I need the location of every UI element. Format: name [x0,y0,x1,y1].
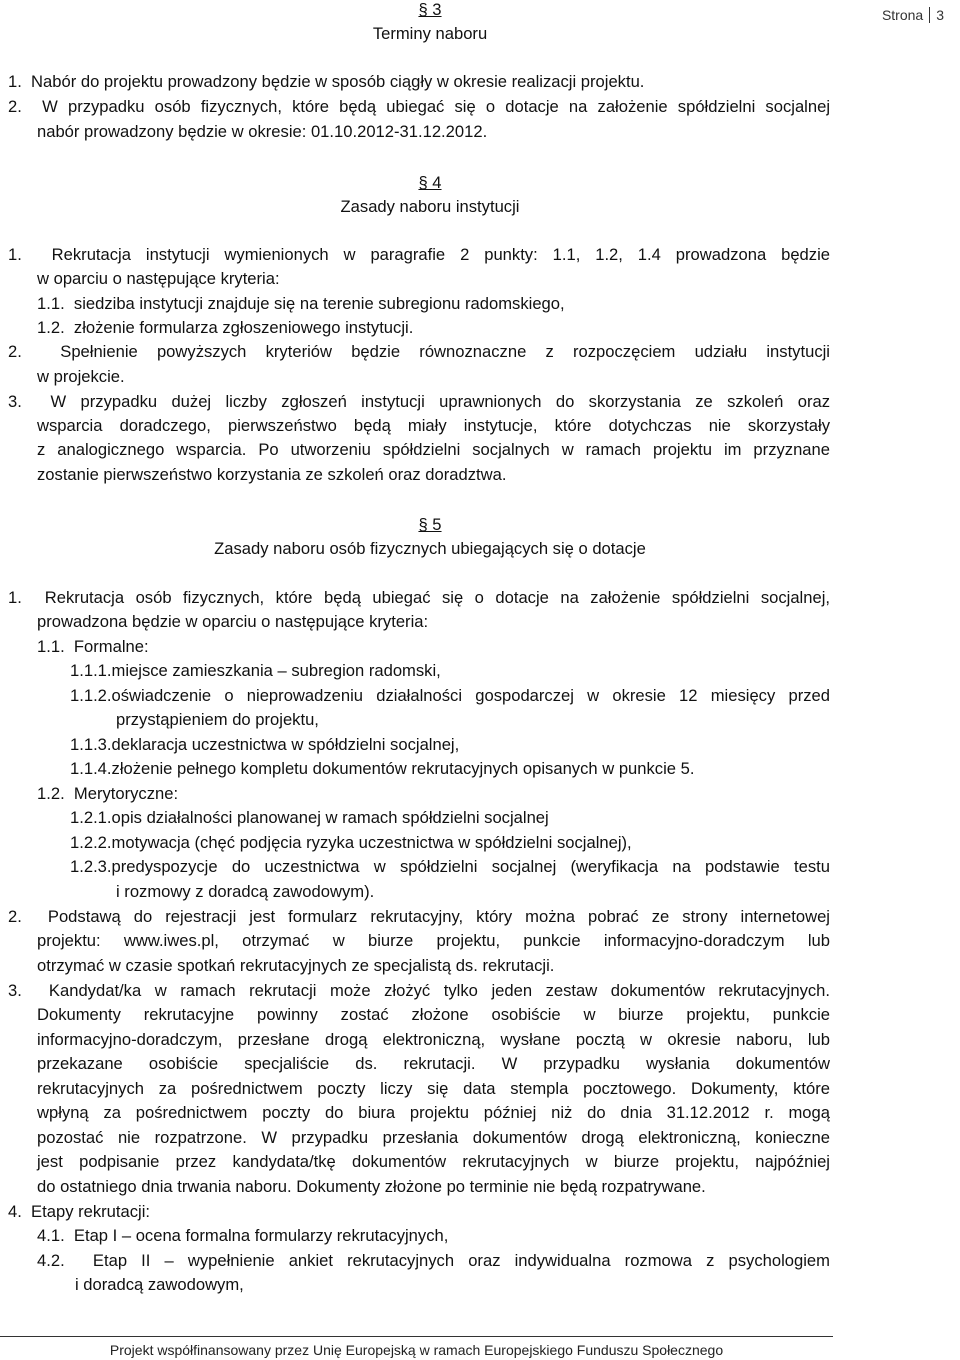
s5-line-24: jest podpisanie przez kandydata/tkę dokumentów rekrutacyjnych w biurze projektu, najpóźniej [37,1152,830,1171]
s5-line-17: 3. Kandydat/ka w ramach rekrutacji może złożyć tylko jeden zestaw dokumentów rekrutacyjnych. [8,981,830,1000]
section-3-symbol: § 3 [418,0,442,19]
s5-line-20: przekazane osobiście specjaliście ds. rekrutacji. W przypadku wysłania dokumentów [37,1054,830,1073]
s3-item-2: 2. W przypadku osób fizycznych, które będą ubiegać się o dotacje na założenie spółdzielni socjalnej [8,97,830,116]
s5-line-6: przystąpieniem do projektu, [116,710,319,729]
page-label: Strona [881,7,924,23]
s5-line-16: otrzymać w czasie spotkań rekrutacyjnych ze specjalistą ds. rekrutacji. [37,956,555,975]
s5-line-5: 1.1.2.oświadczenie o nieprowadzeniu działalności gospodarczej w okresie 12 miesięcy przed [70,686,830,705]
s5-line-28: 4.2. Etap II – wypełnienie ankiet rekrutacyjnych oraz indywidualna rozmowa z psychologiem [37,1251,830,1270]
s4-line-5: 2. Spełnienie powyższych kryteriów będzie równoznaczne z rozpoczęciem udziału instytucji [8,342,830,361]
s5-line-25: do ostatniego dnia trwania naboru. Dokumenty złożone po terminie nie będą rozpatrywane. [37,1177,706,1196]
page-number-value: 3 [936,7,944,23]
s5-line-8: 1.1.4.złożenie pełnego kompletu dokumentów rekrutacyjnych opisanych w punkcie 5. [70,759,695,778]
section-5-title: Zasady naboru osób fizycznych ubiegających się o dotacje [214,539,646,559]
page-number-divider [929,7,930,23]
s3-item-1: 1. Nabór do projektu prowadzony będzie w sposób ciągły w okresie realizacji projektu. [8,72,645,91]
s5-line-3: 1.1. Formalne: [37,637,149,656]
section-3-title: Terminy naboru [372,24,488,44]
s5-line-12: 1.2.3.predyspozycje do uczestnictwa w spółdzielni socjalnej (weryfikacja na podstawie testu [70,857,830,876]
s5-line-26: 4. Etapy rekrutacji: [8,1202,151,1221]
footer-divider [0,1336,833,1337]
s5-line-14: 2. Podstawą do rejestracji jest formularz rekrutacyjny, który można pobrać ze strony internetowej [8,907,830,926]
s5-line-22: wpłyną za pośrednictwem poczty do biura projektu później niż do dnia 31.12.2012 r. mogą [37,1103,830,1122]
s5-line-23: pozostać nie rozpatrzone. W przypadku przesłania dokumentów drogą elektroniczną, konieczne [37,1128,830,1147]
section-4-symbol: § 4 [418,173,442,192]
page-number [882,6,944,24]
s5-line-13: i rozmowy z doradcą zawodowym). [116,882,375,901]
section-5-symbol: § 5 [418,515,442,534]
s5-line-7: 1.1.3.deklaracja uczestnictwa w spółdzielni socjalnej, [70,735,460,754]
s4-line-9: z analogicznego wsparcia. Po utworzeniu spółdzielni socjalnych w ramach projektu im przyznane [37,440,830,459]
s4-line-2: w oparciu o następujące kryteria: [37,269,280,288]
s5-line-11: 1.2.2.motywacja (chęć podjęcia ryzyka uczestnictwa w spółdzielni socjalnej), [70,833,632,852]
section-4-heading [0,171,860,219]
s4-line-1: 1. Rekrutacja instytucji wymienionych w paragrafie 2 punkty: 1.1, 1.2, 1.4 prowadzona będzie [8,245,830,264]
s5-line-1: 1. Rekrutacja osób fizycznych, które będą ubiegać się o dotacje na założenie spółdzielni socjalnej, [8,588,830,607]
s5-line-18: Dokumenty rekrutacyjne powinny zostać złożone osobiście w biurze projektu, punkcie [37,1005,830,1024]
s5-line-9: 1.2. Merytoryczne: [37,784,179,803]
s5-line-21: rekrutacyjnych za pośrednictwem poczty liczy się data stempla pocztowego. Dokumenty, które [37,1079,830,1098]
s3-item-2-cont: nabór prowadzony będzie w okresie: 01.10.2012-31.12.2012. [37,122,488,141]
s5-line-2: prowadzona będzie w oparciu o następujące kryteria: [37,612,429,631]
footer-text: Projekt współfinansowany przez Unię Europejską w ramach Europejskiego Funduszu Społecznego [109,1342,724,1358]
s4-line-7: 3. W przypadku dużej liczby zgłoszeń instytucji uprawnionych do skorzystania ze szkoleń oraz [8,392,830,411]
s5-line-19: informacyjno-doradczym, przesłane drogą elektroniczną, wysłane pocztą w okresie naboru, lub [37,1030,830,1049]
s4-line-6: w projekcie. [37,367,125,386]
s4-line-8: wsparcia doradczego, pierwszeństwo będą miały instytucje, które dotychczas nie skorzystały [37,416,830,435]
section-3-heading [0,0,860,46]
s5-line-27: 4.1. Etap I – ocena formalna formularzy rekrutacyjnych, [37,1226,449,1245]
s4-line-3: 1.1. siedziba instytucji znajduje się na terenie subregionu radomskiego, [37,294,565,313]
section-5-heading [0,513,860,561]
s4-line-10: zostanie pierwszeństwo korzystania ze szkoleń oraz doradztwa. [37,465,507,484]
s5-line-4: 1.1.1.miejsce zamieszkania – subregion radomski, [70,661,441,680]
s5-line-10: 1.2.1.opis działalności planowanej w ramach spółdzielni socjalnej [70,808,549,827]
s4-line-4: 1.2. złożenie formularza zgłoszeniowego instytucji. [37,318,414,337]
s5-line-15: projektu: www.iwes.pl, otrzymać w biurze projektu, punkcie informacyjno-doradczym lub [37,931,830,950]
s5-line-29: i doradcą zawodowym, [75,1275,244,1294]
section-4-title: Zasady naboru instytucji [340,197,520,217]
